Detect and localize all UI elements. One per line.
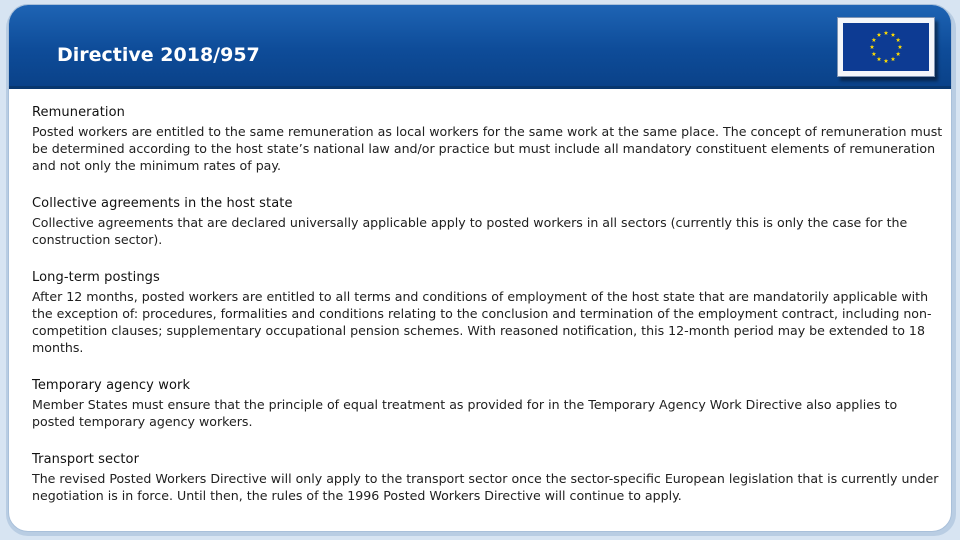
section-transport-sector — [32, 450, 944, 504]
eu-flag-background — [843, 23, 929, 71]
eu-flag-icon — [843, 23, 929, 71]
section-body-transport-sector: The revised Posted Workers Directive will only apply to the transport sector once the sector-specific European legislation that is currently under negotiation is in force. Until then, the rules of the 1996 Posted Workers Directive will continue to apply. — [32, 471, 939, 503]
section-remuneration — [32, 103, 944, 174]
section-collective-agreements — [32, 194, 944, 248]
section-heading-collective-agreements: Collective agreements in the host state — [32, 196, 293, 211]
section-heading-temporary-agency-work: Temporary agency work — [32, 378, 191, 393]
eu-flag-frame — [837, 17, 935, 77]
section-body-remuneration: Posted workers are entitled to the same remuneration as local workers for the same work at the same place. The concept of remuneration must be determined according to the host state’s national law and/or practice but must include all mandatory constituent elements of remuneration and not only the minimum rates of pay. — [32, 124, 943, 173]
section-body-temporary-agency-work: Member States must ensure that the principle of equal treatment as provided for in the Temporary Agency Work Directive also applies to posted temporary agency workers. — [32, 397, 898, 429]
section-body-collective-agreements: Collective agreements that are declared universally applicable apply to posted workers in all sectors (currently this is only the case for the construction sector). — [32, 215, 908, 247]
eu-flag-stars — [843, 23, 929, 71]
slide-title: Directive 2018/957 — [57, 44, 260, 66]
section-heading-long-term-postings: Long-term postings — [32, 270, 160, 285]
section-long-term-postings — [32, 268, 944, 356]
section-heading-transport-sector: Transport sector — [32, 452, 140, 467]
slide — [8, 4, 952, 532]
section-body-long-term-postings: After 12 months, posted workers are entitled to all terms and conditions of employment of the host state that are mandatorily applicable with the exception of: procedures, formalities and conditions relating to the conclusion and termination of the employment contract, including non-competition clauses; supplementary occupational pension schemes. With reasoned notification, this 12-month period may be extended to 18 months. — [32, 289, 932, 355]
slide-content — [32, 103, 944, 504]
slide-header — [9, 5, 952, 89]
section-temporary-agency-work — [32, 376, 944, 430]
section-heading-remuneration: Remuneration — [32, 105, 125, 120]
